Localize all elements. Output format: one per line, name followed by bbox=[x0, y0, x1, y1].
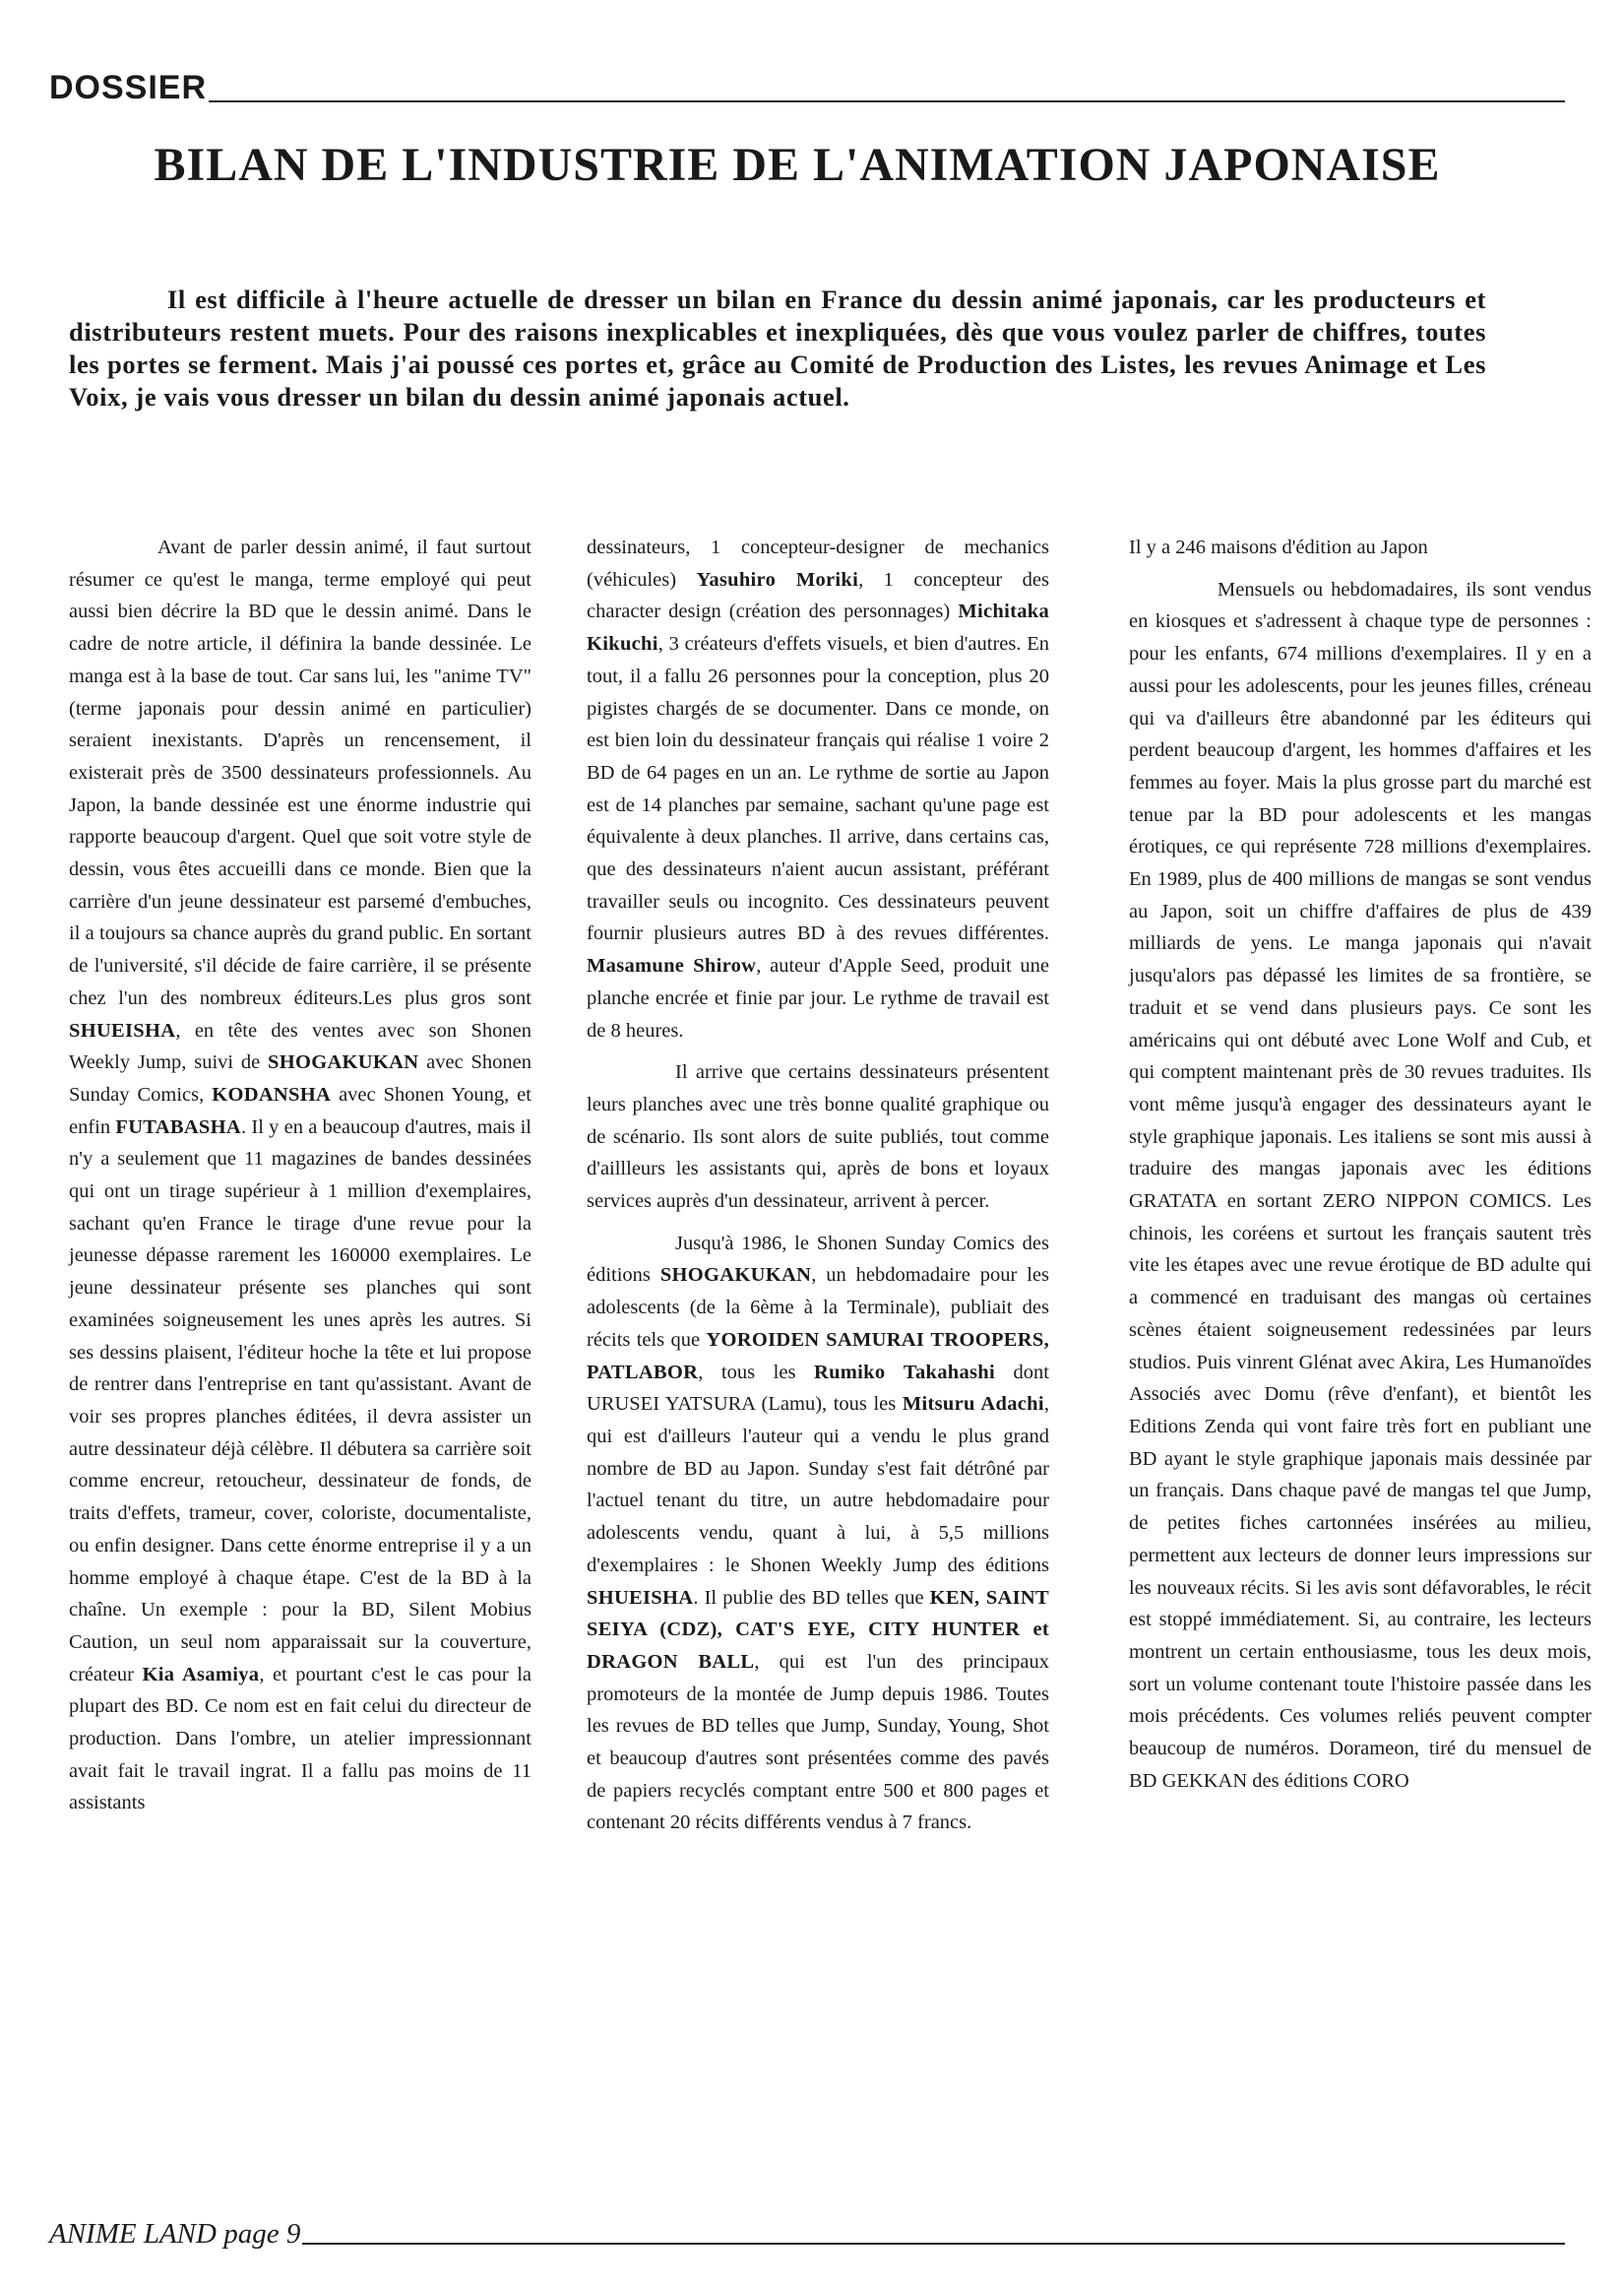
article-title: BILAN DE L'INDUSTRIE DE L'ANIMATION JAPONAISE bbox=[154, 139, 1441, 191]
column-2-paragraph-3: Jusqu'à 1986, le Shonen Sunday Comics des éditions SHOGAKUKAN, un hebdomadaire pour les adolescents (de la 6ème à la Terminale), publiait des récits tels que YOROIDEN SAMURAI TROOPERS, PATLABOR, tous les Rumiko Takahashi dont URUSEI YATSURA (Lamu), tous les Mitsuru Adachi, qui est d'ailleurs l'auteur qui a vendu le plus grand nombre de BD au Japon. Sunday s'est fait détrôné par l'actuel tenant du titre, un autre hebdomadaire pour adolescents vendu, quant à lui, à 5,5 millions d'exemplaires : le Shonen Weekly Jump des éditions SHUEISHA. Il publie des BD telles que KEN, SAINT SEIYA (CDZ), CAT'S EYE, CITY HUNTER et DRAGON BALL, qui est l'un des principaux promoteurs de la montée de Jump depuis 1986. Toutes les revues de BD telles que Jump, Sunday, Young, Shot et beaucoup d'autres sont présentées comme des pavés de papiers recyclés comptant entre 500 et 800 pages et contenant 20 récits différents vendus à 7 francs. bbox=[587, 1232, 1050, 1834]
column-3 bbox=[1129, 532, 1592, 1797]
author-name: Masamune Shirow bbox=[587, 955, 757, 978]
author-name: Yasuhiro Moriki bbox=[696, 568, 859, 591]
column-2-paragraph-1: dessinateurs, 1 concepteur-designer de mechanics (véhicules) Yasuhiro Moriki, 1 concepteur des character design (création des personnages) Michitaka Kikuchi, 3 créateurs d'effets visuels, et bien d'autres. En tout, il a fallu 26 personnes pour la conception, plus 20 pigistes chargés de se documenter. Dans ce monde, on est bien loin du dessinateur français qui réalise 1 voire 2 BD de 64 pages en un an. Le rythme de sortie au Japon est de 14 planches par semaine, sachant qu'une page est équivalente à deux planches. Il arrive, dans certains cas, que des dessinateurs n'aient aucun assistant, préférant travailler seuls ou incognito. Ces dessinateurs peuvent fournir plusieurs autres BD à des revues différentes. Masamune Shirow, auteur d'Apple Seed, produit une planche encrée et finie par jour. Le rythme de travail est de 8 heures. bbox=[587, 537, 1049, 1042]
author-name: Michitaka Kikuchi bbox=[587, 601, 1049, 656]
column-3-paragraph-1: Il y a 246 maisons d'édition au Japon bbox=[1129, 537, 1428, 558]
column-1-paragraph-1: Avant de parler dessin animé, il faut surtout résumer ce qu'est le manga, terme employé qui peut aussi bien décrire la BD que le dessin animé. Dans le cadre de notre article, il définira la bande dessinée. Le manga est à la base de tout. Car sans lui, les "anime TV" (terme japonais pour dessin animé en particulier) seraient inexistants. D'après un rencensement, il existerait près de 3500 dessinateurs professionnels. Au Japon, la bande dessinée est une énorme industrie qui rapporte beaucoup d'argent. Quel que soit votre style de dessin, vous êtes accueilli dans ce monde. Bien que la carrière d'un jeune dessinateur est parsemé d'embuches, il a toujours sa chance auprès du grand public. En sortant de l'université, s'il décide de faire carrière, il se présente chez l'un des nombreux éditeurs.Les plus gros sont SHUEISHA, en tête des ventes avec son Shonen Weekly Jump, suivi de SHOGAKUKAN avec Shonen Sunday Comics, KODANSHA avec Shonen Young, et enfin FUTABASHA. Il y en a beaucoup d'autres, mais il n'y a seulement que 11 magazines de bandes dessinées qui ont un tirage supérieur à 1 million d'exemplaires, sachant qu'en France le tirage d'une revue pour la jeunesse dépasse rarement les 160000 exemplaires. Le jeune dessinateur présente ses planches qui sont examinées soigneusement les unes après les autres. Si ses dessins plaisent, l'éditeur hoche la tête et lui propose de rentrer dans l'entreprise en tant qu'assistant. Avant de voir ses propres planches éditées, il devra assister un autre dessinateur déjà célèbre. Il débutera sa carrière soit comme encreur, retoucheur, dessinateur de fonds, de traits d'effets, trameur, cover, coloriste, documentaliste, ou enfin designer. Dans cette énorme entreprise il y a un homme employé à chaque étape. C'est de la BD à la chaîne. Un exemple : pour la BD, Silent Mobius Caution, un seul nom apparaissait sur la couverture, créateur Kia Asamiya, et pourtant c'est le cas pour la plupart des BD. Ce nom est en fait celui du directeur de production. Dans l'ombre, un atelier impressionnant avait fait le travail ingrat. Il a fallu pas moins de 11 assistants bbox=[69, 537, 531, 1814]
publisher-name: SHUEISHA bbox=[587, 1586, 694, 1609]
author-name: Mitsuru Adachi bbox=[902, 1393, 1044, 1416]
column-1 bbox=[69, 532, 531, 1819]
column-2-paragraph-2: Il arrive que certains dessinateurs présentent leurs planches avec une très bonne qualité graphique ou de scénario. Ils sont alors de suite publiés, tout comme d'aillleurs les assistants qui, après de bons et loyaux services auprès d'un dessinateur, arrivent à percer. bbox=[587, 1061, 1049, 1213]
column-2 bbox=[587, 532, 1049, 1839]
column-3-paragraph-2: Mensuels ou hebdomadaires, ils sont vendus en kiosques et s'adressent à chaque type de personnes : pour les enfants, 674 millions d'exemplaires. Il y en a aussi pour les adolescents, pour les jeunes filles, créneau qui va d'ailleurs être abandonné par les éditeurs qui perdent beaucoup d'argent, les hommes d'affaires et les femmes au foyer. Mais la plus grosse part du marché est tenue par la BD pour adolescents et les mangas érotiques, ce qui représente 728 millions d'exemplaires. En 1989, plus de 400 millions de mangas se sont vendus au Japon, soit un chiffre d'affaires de plus de 439 milliards de yens. Le manga japonais qui n'avait jusqu'alors pas dépassé les limites de sa frontière, se traduit et se vend dans plusieurs pays. Ce sont les américains qui ont débuté avec Lone Wolf and Cub, et qui comptent maintenant près de 30 revues traduites. Ils vont même jusqu'à engager des dessinateurs ayant le style graphique japonais. Les italiens se sont mis aussi à traduire des mangas japonais avec les éditions GRATATA en sortant ZERO NIPPON COMICS. Les chinois, les coréens et surtout les français sautent très vite les étapes avec une revue érotique de BD adulte qui a commencé en traduisant des mangas où certaines scènes étaient soigneusement redessinées par leurs studios. Puis vinrent Glénat avec Akira, Les Humanoïdes Associés avec Domu (rêve d'enfant), et bientôt les Editions Zenda qui vont faire très fort en publiant une BD ayant le style graphique japonais mais dessinée par un français. Dans chaque pavé de mangas tel que Jump, de petites fiches cartonnées insérées au milieu, permettent aux lecteurs de donner leurs impressions sur les nouveaux récits. Si les avis sont défavorables, le récit est stoppé immédiatement. Si, au contraire, les lecteurs montrent un certain enthousiasme, tous les deux mois, sort un volume contenant toute l'histoire passée dans les mois précédents. Ces volumes reliés peuvent compter beaucoup de numéros. Dorameon, tiré du mensuel de BD GEKKAN des éditions CORO bbox=[1129, 578, 1592, 1792]
publisher-name: KODANSHA bbox=[212, 1083, 332, 1106]
header-rule bbox=[209, 100, 1565, 102]
footer-rule bbox=[302, 2243, 1565, 2245]
publisher-name: SHOGAKUKAN bbox=[268, 1051, 419, 1074]
page-footer bbox=[49, 2211, 1565, 2251]
series-titles: YOROIDEN SAMURAI TROOPERS, PATLABOR bbox=[587, 1328, 1050, 1383]
series-titles: KEN, SAINT SEIYA (CDZ), CAT'S EYE, CITY HUNTER et DRAGON BALL bbox=[587, 1586, 1049, 1673]
publisher-name: FUTABASHA bbox=[115, 1115, 241, 1138]
section-header bbox=[49, 59, 1565, 108]
footer-label: ANIME LAND page 9 bbox=[49, 2218, 301, 2250]
publisher-name: SHUEISHA bbox=[69, 1019, 176, 1042]
section-label: DOSSIER bbox=[49, 69, 208, 106]
article-intro: Il est difficile à l'heure actuelle de dresser un bilan en France du dessin animé japonais, car les producteurs et distributeurs restent muets. Pour des raisons inexplicables et inexpliquées, dès que vous voulez parler de chiffres, toutes les portes se ferment. Mais j'ai poussé ces portes et, grâce au Comité de Production des Listes, les revues Animage et Les Voix, je vais vous dresser un bilan du dessin animé japonais actuel. bbox=[69, 285, 1486, 412]
author-name: Kia Asamiya bbox=[142, 1663, 260, 1685]
publisher-name: SHOGAKUKAN bbox=[659, 1264, 812, 1287]
author-name: Rumiko Takahashi bbox=[813, 1361, 995, 1383]
